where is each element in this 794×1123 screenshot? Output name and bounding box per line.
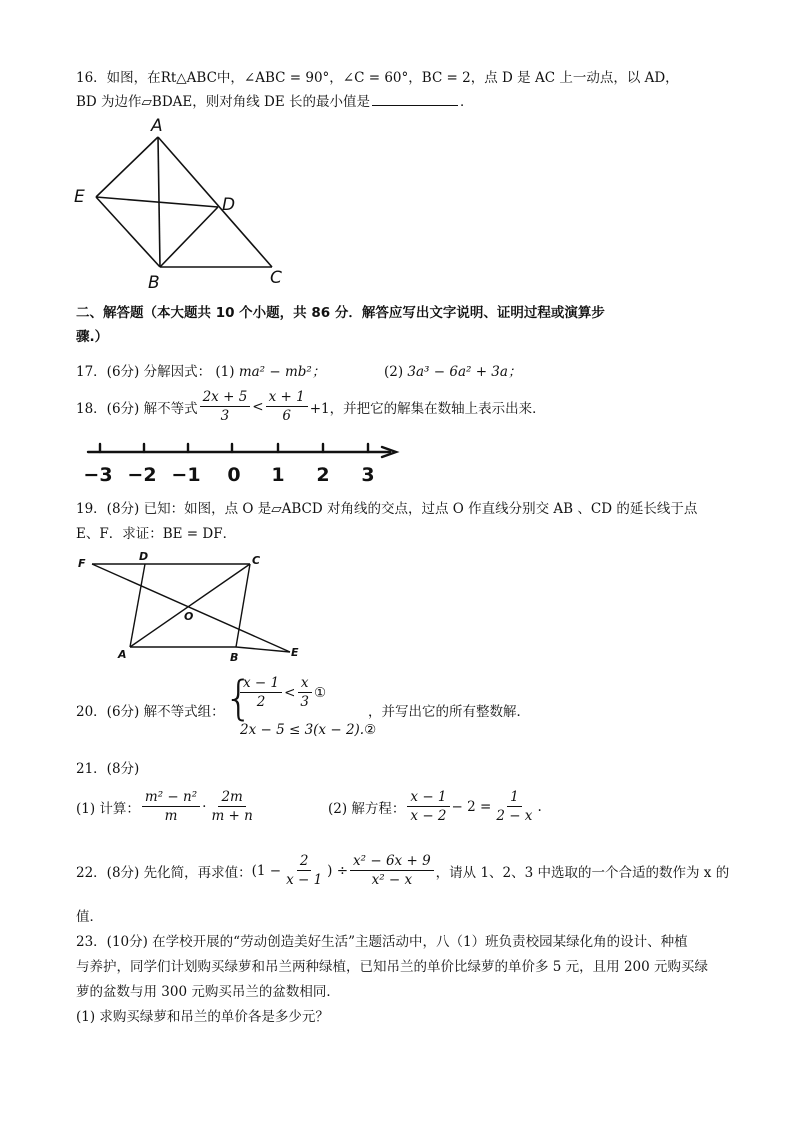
q16-text-a: 16．如图，在 xyxy=(76,70,161,86)
q17 xyxy=(76,360,325,380)
q21-fraction-1 xyxy=(142,789,200,824)
label-o: O xyxy=(184,610,194,623)
q16-line2 xyxy=(76,90,474,110)
segment-ad xyxy=(130,564,145,647)
q21-fraction-2 xyxy=(208,789,255,824)
q16-text-b: 中，∠ABC = 90°，∠C = 60°，BC = 2，点 D 是 AC 上一动点，以 AD， xyxy=(216,70,679,86)
q17-part2-expr: 3a³ − 6a² + 3a； xyxy=(407,364,522,380)
brace-icon: { xyxy=(224,671,254,725)
q18-suffix: +1，并把它的解集在数轴上表示出来． xyxy=(309,400,546,417)
q22-fraction-1 xyxy=(283,853,325,888)
label-c: C xyxy=(252,554,261,567)
less-than-sign: < xyxy=(252,398,264,415)
q21-fraction-3 xyxy=(407,789,449,824)
tick-label: −2 xyxy=(127,464,157,486)
circled-1: ① xyxy=(314,684,327,701)
label-f: F xyxy=(78,557,86,570)
q16-line1 xyxy=(76,66,679,86)
segment-ea xyxy=(96,137,158,197)
q21-f4-den: 2 − x xyxy=(496,808,533,824)
q22-f2-den: x² − x xyxy=(371,872,413,888)
q18-f2-num: x + 1 xyxy=(266,389,308,407)
q22-close-div: ) ÷ xyxy=(327,862,349,879)
section-heading: 二、解答题（本大题共 10 个小题，共 86 分．解答应写出文字说明、证明过程或演算步 xyxy=(76,305,605,321)
q20-f1-num: x − 1 xyxy=(240,675,282,693)
segment-ed xyxy=(96,197,218,207)
segment-bc xyxy=(236,564,250,647)
q21-f4-num: 1 xyxy=(507,789,522,807)
q19-line2: E、F．求证：BE = DF． xyxy=(76,526,237,542)
q21-part1-label: (1) 计算： xyxy=(76,800,140,817)
q20-f2-num: x xyxy=(298,675,312,693)
label-d: D xyxy=(222,195,236,215)
q21-f3-den: x − 2 xyxy=(410,808,447,824)
tick-label: 1 xyxy=(271,464,285,486)
q20-f1-den: 2 xyxy=(256,694,266,710)
less-than-sign: < xyxy=(284,684,296,701)
q22-prefix: 22．(8分) 先化简，再求值： xyxy=(76,864,252,881)
q21-fraction-4 xyxy=(493,789,535,824)
q18 xyxy=(76,389,546,424)
segment-fe xyxy=(92,564,290,652)
q21-f1-num: m² − n² xyxy=(142,789,200,807)
label-a: A xyxy=(151,116,163,136)
circled-2: ② xyxy=(364,722,377,738)
segment-ac xyxy=(130,564,250,647)
segment-ac xyxy=(158,137,272,267)
section-heading-cont: 骤.） xyxy=(76,329,109,345)
q18-fraction-1 xyxy=(200,389,251,424)
q21-part1 xyxy=(76,789,258,824)
q21-end: . xyxy=(537,798,542,815)
q20-fraction-2 xyxy=(297,675,312,710)
q20-ineq2 xyxy=(240,722,376,738)
number-line xyxy=(78,438,408,488)
q21-f1-den: m xyxy=(164,808,178,824)
q18-fraction-2 xyxy=(266,389,308,424)
label-d: D xyxy=(139,550,149,563)
q18-f1-den: 3 xyxy=(220,408,230,424)
q22-f1-num: 2 xyxy=(297,853,312,871)
q18-f2-den: 6 xyxy=(282,408,291,424)
dot-operator: · xyxy=(202,798,207,815)
q21-f3-num: x − 1 xyxy=(407,789,449,807)
q19-line1: 19．(8分) 已知：如图，点 O 是▱ABCD 对角线的交点，过点 O 作直线分别交 AB 、CD 的延长线于点 xyxy=(76,501,698,517)
q17-part2-label: (2) xyxy=(384,364,404,380)
tick-label: 0 xyxy=(227,464,241,486)
q17-part2 xyxy=(384,360,521,380)
q23-line4: (1) 求购买绿萝和吊兰的单价各是多少元？ xyxy=(76,1009,329,1025)
tick-label: 2 xyxy=(316,464,330,486)
label-e: E xyxy=(74,187,85,207)
tick-label: −3 xyxy=(83,464,113,486)
q18-f1-num: 2x + 5 xyxy=(200,389,251,407)
q17-part1-label: (1) xyxy=(215,364,235,380)
q17-part1-expr: ma² − mb²； xyxy=(238,364,326,380)
segment-eb xyxy=(96,197,160,267)
q16-text-c: BD 为边作▱BDAE，则对角线 DE 长的最小值是 xyxy=(76,94,371,110)
answer-blank[interactable] xyxy=(372,93,458,106)
label-c: C xyxy=(270,268,282,288)
q20-suffix: ，并写出它的所有整数解． xyxy=(368,704,530,720)
q23-line3: 萝的盆数与用 300 元购买吊兰的盆数相同． xyxy=(76,984,340,1000)
q16-figure xyxy=(60,112,300,292)
q20-fraction-1 xyxy=(240,675,282,710)
q21-mid: − 2 = xyxy=(451,798,492,815)
tick-label: −1 xyxy=(171,464,201,486)
q20-ineq1 xyxy=(238,675,326,710)
q22-f2-num: x² − 6x + 9 xyxy=(350,853,434,871)
label-b: B xyxy=(148,273,160,292)
q21-part2-label: (2) 解方程： xyxy=(328,800,406,817)
q16-text-end: ． xyxy=(460,94,474,110)
q20-prefix: 20．(6分) 解不等式组： xyxy=(76,704,225,720)
q22-suffix: ，请从 1、2、3 中选取的一个合适的数作为 x 的 xyxy=(435,864,730,881)
q22-fraction-2 xyxy=(350,853,434,888)
q19-figure xyxy=(72,548,312,666)
q20-f2-den: 3 xyxy=(300,694,310,710)
q21-header: 21．(8分) xyxy=(76,761,140,777)
q23-line2: 与养护，同学们计划购买绿萝和吊兰两种绿植，已知吊兰的单价比绿萝的单价多 5 元，且用 200 元购买绿 xyxy=(76,959,709,975)
q21-f2-num: 2m xyxy=(218,789,245,807)
q23-line1: 23．(10分) 在学校开展的“劳动创造美好生活”主题活动中，八（1）班负责校园某绿化角的设计、种植 xyxy=(76,934,688,950)
label-e: E xyxy=(291,646,299,659)
q22 xyxy=(76,853,729,888)
q17-prefix: 17．(6分) 分解因式： xyxy=(76,364,212,380)
q22-open: (1 − xyxy=(251,862,282,879)
q21-part2 xyxy=(328,789,542,824)
tick-label: 3 xyxy=(361,464,375,486)
q18-prefix: 18．(6分) 解不等式 xyxy=(76,400,198,417)
label-b: B xyxy=(230,651,239,664)
label-a: A xyxy=(118,648,127,661)
q16-text-tri: Rt△ABC xyxy=(160,70,217,86)
q22-f1-den: x − 1 xyxy=(286,872,323,888)
q20-ineq2-text: 2x − 5 ≤ 3(x − 2). xyxy=(240,722,365,738)
q21-f2-den: m + n xyxy=(211,808,253,824)
q22-line2: 值． xyxy=(76,909,103,925)
segment-bd xyxy=(160,207,218,267)
